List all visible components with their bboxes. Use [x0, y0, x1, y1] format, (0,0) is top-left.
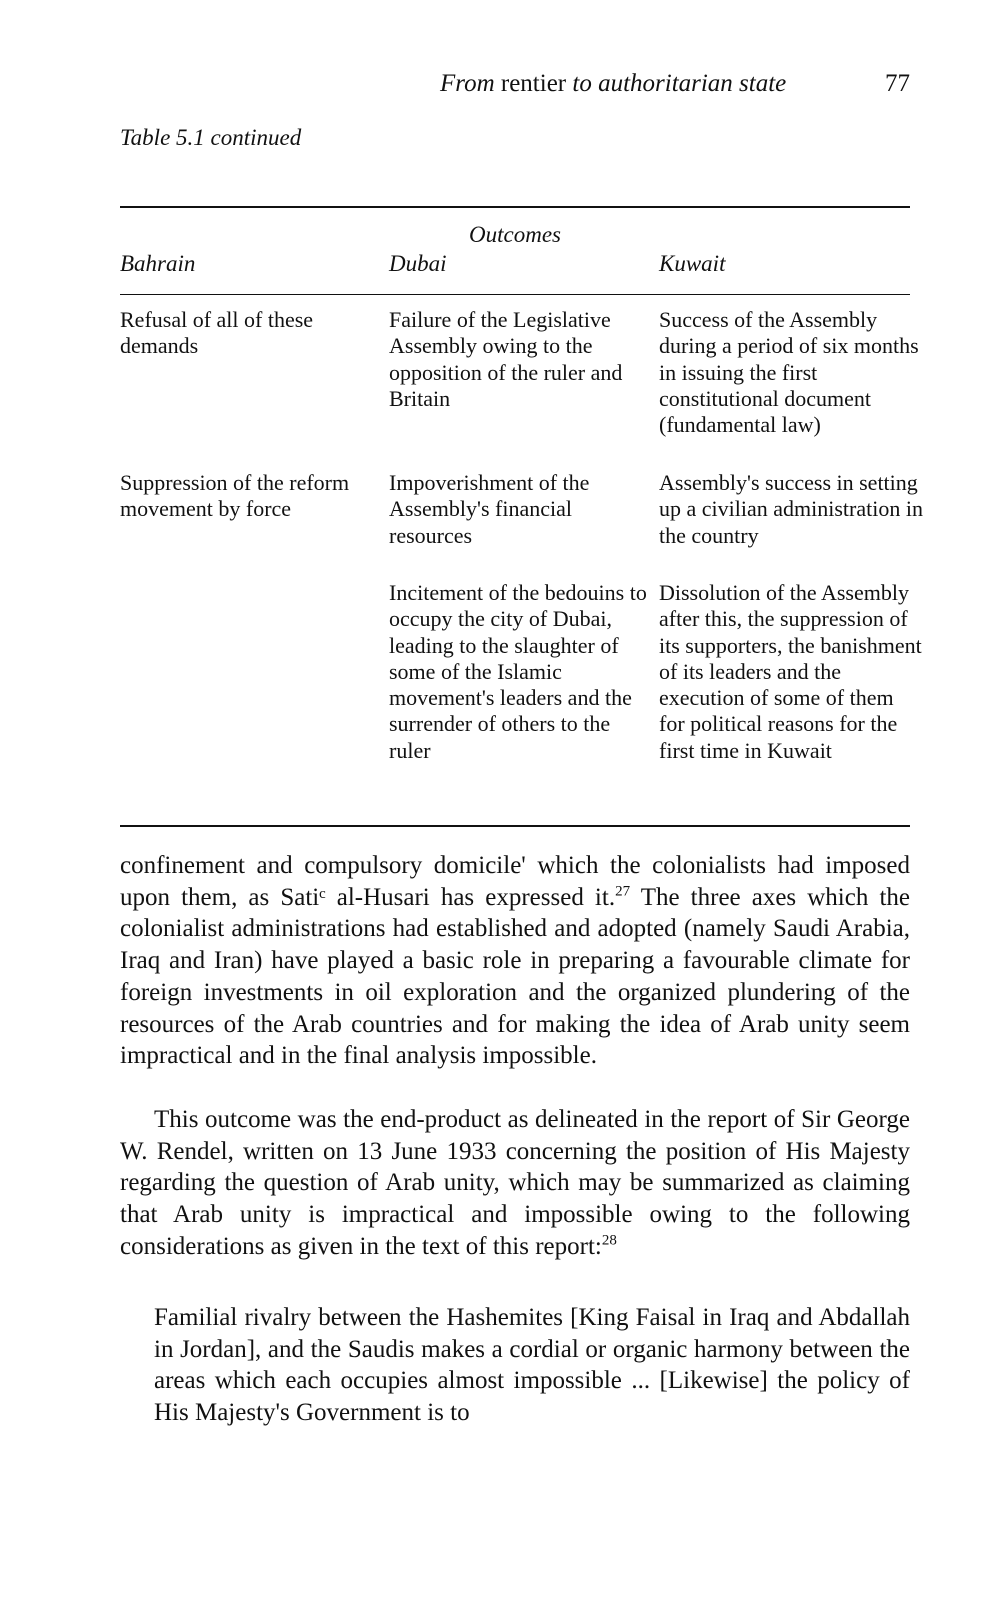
running-title-rentier: rentier: [494, 70, 573, 97]
table-cell-kuwait-2: Assembly's success in setting up a civilian administration in the country: [659, 470, 923, 548]
table-bottom-rule: [120, 825, 910, 827]
table-caption: Table 5.1 continued: [120, 125, 302, 150]
table-cell-kuwait-3: Dissolution of the Assembly after this, the suppression of its supporters, the banishment of its leaders and the execution of some of them for political reasons for the first time in Kuwait: [659, 580, 922, 763]
table-header-rule: [120, 294, 910, 295]
body-paragraph-1: [120, 850, 910, 1072]
table-cell-dubai-1: Failure of the Legislative Assembly owing to the opposition of the ruler and Britain: [389, 307, 623, 411]
table-cell-bahrain-1: Refusal of all of these demands: [120, 307, 314, 359]
column-header-dubai: Dubai: [389, 251, 447, 276]
body-paragraph-2: [120, 1104, 910, 1263]
running-header: [440, 70, 910, 98]
footnote-ref-28: 28: [601, 1232, 617, 1249]
footnote-ref-27: 27: [615, 883, 631, 900]
paragraph-1-text: confinement and compulsory domicile' which the colonialists had imposed upon them, as Satiᶜ al-Husari has expressed it.: [120, 852, 910, 911]
paragraph-1-rest: The three axes which the colonialist administrations had established and adopted (namely Saudi Arabia, Iraq and Iran) have played a basic role in preparing a favourable climate for foreign investments in oil exploration and the organized plundering of the resources of the Arab countries and for making the idea of Arab unity seem impractical and in the final analysis impossible.: [120, 883, 910, 1070]
table-top-rule: [120, 206, 910, 208]
table-group-heading: Outcomes: [469, 222, 561, 247]
table-cell-dubai-2: Impoverishment of the Assembly's financial resources: [389, 470, 590, 548]
table-cell-kuwait-1: Success of the Assembly during a period of six months in issuing the first constitutional document (fundamental law): [659, 307, 919, 438]
page-number: 77: [885, 70, 910, 97]
column-header-bahrain: Bahrain: [120, 251, 196, 276]
table-cell-bahrain-2: Suppression of the reform movement by force: [120, 470, 350, 522]
table-cell-dubai-3: Incitement of the bedouins to occupy the city of Dubai, leading to the slaughter of some of the Islamic movement's leaders and the surrender of others to the ruler: [389, 580, 647, 763]
block-quote: Familial rivalry between the Hashemites [King Faisal in Iraq and Abdallah in Jordan], and the Saudis makes a cordial or organic harmony between the areas which each occupies almost impossible ... [Likewise] the policy of His Majesty's Government is to: [154, 1304, 910, 1427]
column-header-kuwait: Kuwait: [659, 251, 726, 276]
running-title-rest: to authoritarian state: [572, 70, 787, 97]
running-title-from: From: [440, 70, 495, 97]
paragraph-2-text: This outcome was the end-product as delineated in the report of Sir George W. Rendel, written on 13 June 1933 concerning the position of His Majesty regarding the question of Arab unity, which may be summarized as claiming that Arab unity is impractical and impossible owing to the following considerations as given in the text of this report:: [120, 1106, 910, 1260]
